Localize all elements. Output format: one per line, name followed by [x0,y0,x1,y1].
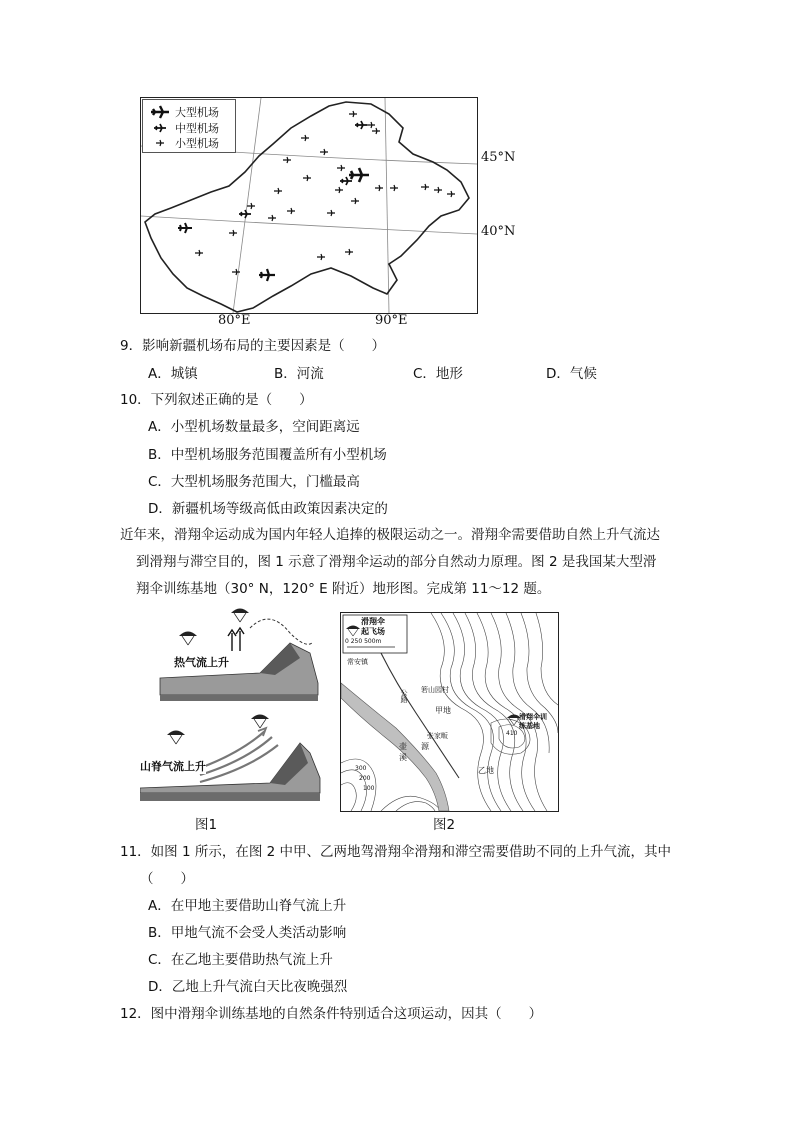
plane-icon-small [351,198,359,204]
lon-label-90: 90°E [375,313,408,328]
plane-icon-small [335,187,343,193]
question-10-option-d[interactable]: D．新疆机场等级高低由政策因素决定的 [148,501,388,517]
label-zhangjiafan: 张家畈 [427,732,448,740]
question-9-option-c[interactable]: C．地形 [413,366,463,382]
plane-icon-small [372,128,380,134]
plane-icon-small [447,191,455,197]
plane-icon-small [367,122,375,128]
question-10-option-c[interactable]: C．大型机场服务范围大，门槛最高 [148,474,360,490]
plane-icon-small [301,135,309,141]
label-ridge-rise: 山脊气流上升 [140,760,206,773]
plane-icon-small [421,184,429,190]
plane-icon-small [390,185,398,191]
plane-icon-small [303,175,311,181]
question-10-stem: 10．下列叙述正确的是（ ） [120,392,313,408]
question-9-option-a[interactable]: A．城镇 [148,366,198,382]
legend-small-label: 小型机场 [175,137,219,150]
plane-icon-small [434,187,442,193]
lat-label-40: 40°N [481,224,516,239]
question-11-stem: 11．如图 1 所示，在图 2 中甲、乙两地驾滑翔伞滑翔和滞空需要借助不同的上升气流，其中 [120,844,672,860]
plane-icon-small [327,210,335,216]
figure-2-caption: 图2 [433,817,456,833]
intro-line-2: 到滑翔与滞空目的，图 1 示意了滑翔伞运动的部分自然动力原理。图 2 是我国某大型滑 [136,554,657,570]
flight-path [250,619,312,644]
lat-label-45: 45°N [481,150,516,165]
fig2-scale-label: 0 250 500m [345,638,382,645]
question-9-option-b[interactable]: B．河流 [274,366,324,382]
ridge-airflow-arrows-icon [200,728,278,782]
lon-label-80: 80°E [218,313,251,328]
legend-small [149,135,219,151]
plane-icon-small [283,157,291,163]
question-11-option-a[interactable]: A．在甲地主要借助山脊气流上升 [148,898,347,914]
label-jia: 甲地 [435,706,451,715]
plane-icon-small [287,208,295,214]
contour-label-100: 100 [363,785,375,792]
legend-medium-label: 中型机场 [175,122,219,135]
label-river: 壶源溪 [399,742,443,762]
question-10-option-a[interactable]: A．小型机场数量最多，空间距离远 [148,419,360,435]
question-11-option-c[interactable]: C．在乙地主要借助热气流上升 [148,952,333,968]
paraglider-icon [251,715,269,729]
plane-icon-small [317,254,325,260]
label-road: 公路 [400,689,408,703]
plane-icon-small [320,149,328,155]
figure-1 [140,603,322,803]
plane-icon-small [349,111,357,117]
plane-icon-small [195,250,203,256]
contour-label-410: 410 [506,730,518,737]
label-changan-town: 常安镇 [347,658,368,666]
plane-icon-large [149,105,171,119]
plane-icon-large [259,269,275,281]
paraglider-icon [179,632,197,646]
plane-icon-small [247,203,255,209]
label-training-base: 滑翔伞训 练基地 [519,713,547,730]
question-9-stem: 9．影响新疆机场布局的主要因素是（ ） [120,338,386,354]
legend-large [149,104,219,120]
plane-icon-medium [149,121,171,135]
plane-icon-small [375,185,383,191]
paraglider-icon [231,609,249,623]
contour-label-300: 300 [355,765,367,772]
legend-large-label: 大型机场 [175,106,219,119]
lon-line-90 [385,98,389,313]
fig2-legend-title: 滑翔伞 起飞场 [361,617,385,636]
lat-line-40 [141,216,477,234]
figure-2-topographic-map [340,612,559,812]
label-thermal-rise: 热气流上升 [174,656,229,669]
question-11-paren: （ ） [140,871,194,887]
question-10-option-b[interactable]: B．中型机场服务范围覆盖所有小型机场 [148,447,387,463]
terrain-block-bottom-side [140,793,320,801]
thermal-arrows-icon [228,628,244,651]
plane-icon-small [345,249,353,255]
label-ruoshan-village: 箬山园村 [421,686,449,694]
plane-icon-small [268,215,276,221]
plane-icon-large [178,223,192,233]
plane-icon-small [229,230,237,236]
figure-1-caption: 图1 [195,817,218,833]
label-yi: 乙地 [478,766,494,775]
intro-line-3: 翔伞训练基地（30° N，120° E 附近）地形图。完成第 11～12 题。 [136,581,551,597]
intro-line-1: 近年来，滑翔伞运动成为国内年轻人追捧的极限运动之一。滑翔伞需要借助自然上升气流达 [120,527,660,543]
plane-icon-medium [355,121,367,129]
terrain-block-top-side [160,695,318,701]
plane-icon-small [337,165,345,171]
plane-icon-large [349,168,369,182]
map-legend [142,99,236,153]
paraglider-icon [167,731,185,745]
question-11-option-b[interactable]: B．甲地气流不会受人类活动影响 [148,925,347,941]
legend-medium [149,120,219,136]
question-12-stem: 12．图中滑翔伞训练基地的自然条件特别适合这项运动，因其（ ） [120,1006,543,1022]
question-11-option-d[interactable]: D．乙地上升气流白天比夜晚强烈 [148,979,348,995]
plane-icon-small [274,188,282,194]
plane-icon-small [149,136,171,150]
contour-label-200: 200 [359,775,371,782]
plane-icon-medium [239,210,251,218]
question-9-option-d[interactable]: D．气候 [546,366,597,382]
